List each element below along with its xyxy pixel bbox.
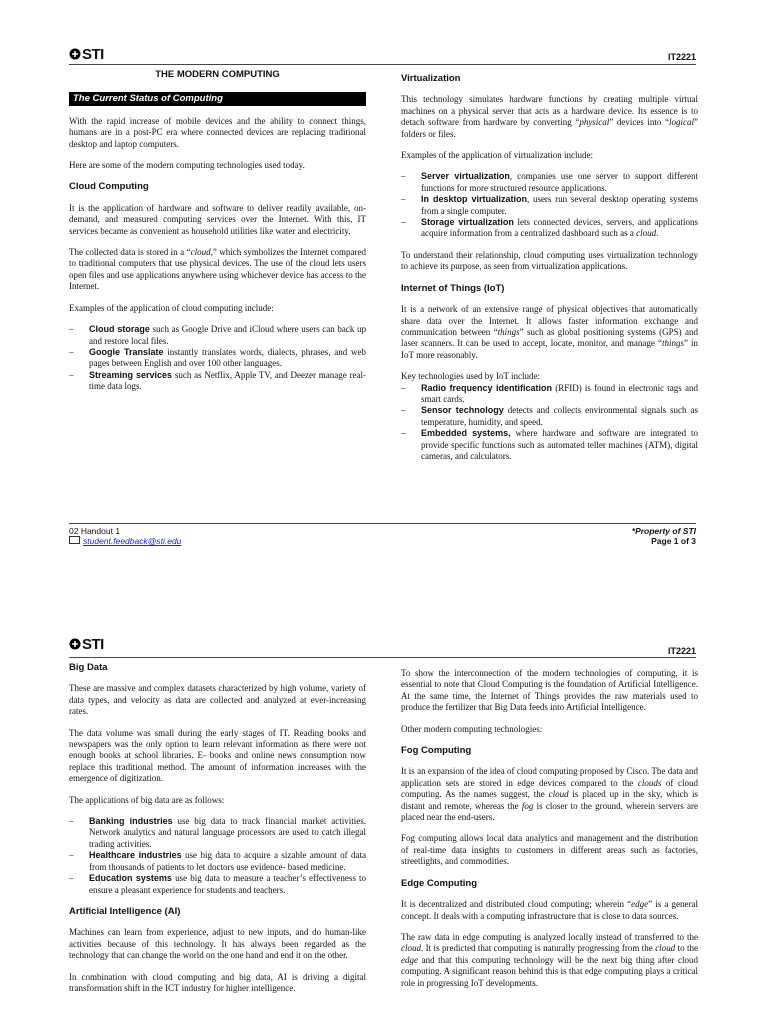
bigdata-paragraph-3: The applications of big data are as follows: xyxy=(69,794,225,805)
header-rule xyxy=(69,64,696,65)
doc-code: IT2221 xyxy=(667,52,696,62)
sti-logo xyxy=(69,636,104,653)
iot-paragraph-1: It is a network of an extensive range of physical objectives that automatically share data over the Internet. It allows faster information exchange and communication between “things” such as global positioning systems (GPS) and laser scanners. It can be used to accept, locate, monitor, and manage “things” in IoT more reasonably. xyxy=(401,304,698,360)
sti-logo-icon xyxy=(69,638,81,650)
heading-big-data: Big Data xyxy=(69,662,108,673)
page2-right-column xyxy=(401,668,698,999)
cloud-paragraph-3: Examples of the application of cloud computing include: xyxy=(69,302,274,313)
heading-edge-computing: Edge Computing xyxy=(401,877,477,889)
intro-paragraph-2: Here are some of the modern computing technologies used today. xyxy=(69,160,305,171)
feedback-email-link[interactable]: student.feedback@sti.edu xyxy=(83,536,182,546)
page-number: Page 1 of 3 xyxy=(651,536,696,546)
heading-ai: Artificial Intelligence (AI) xyxy=(69,905,181,917)
heading-iot: Internet of Things (IoT) xyxy=(401,282,505,294)
sti-logo-text: STI xyxy=(82,46,104,63)
cloud-paragraph-2: The collected data is stored in a “cloud,” which symbolizes the Internet compared to traditional computers that use physical devices. The use of the cloud lets users open files and use applications anywhere using whichever device has access to the Internet. xyxy=(69,247,367,292)
virtualization-examples-list xyxy=(401,171,698,239)
header-rule xyxy=(69,657,696,658)
page1-left-column xyxy=(69,69,366,403)
page2-left-column xyxy=(69,662,366,1004)
iot-paragraph-2: Key technologies used by IoT include: xyxy=(401,371,541,382)
intro-paragraph: With the rapid increase of mobile devices and the ability to connect things, humans are in a post-PC era where connected devices are replacing traditional desktop and laptop computers. xyxy=(69,115,366,149)
virtualization-paragraph-2: Examples of the application of virtualization include: xyxy=(401,150,593,161)
bigdata-applications-list xyxy=(69,816,366,896)
edge-paragraph-1: It is decentralized and distributed cloud computing; wherein “edge” is a general concept. It deals with a computing infrastructure that is close to data sources. xyxy=(401,899,698,921)
sti-logo-text: STI xyxy=(82,636,104,653)
list-item: – Embedded systems, where hardware and software are integrated to provide specific functions such as automated teller machines (ATM), digital cameras, and calculators. xyxy=(401,428,698,462)
iot-technologies-list xyxy=(401,383,698,463)
heading-virtualization: Virtualization xyxy=(401,73,461,84)
handout-page-2 xyxy=(0,626,768,1024)
sti-logo-icon xyxy=(69,48,81,60)
list-item: – Cloud storage such as Google Drive and iCloud where users can back up and restore local files. xyxy=(69,324,366,347)
list-item: – Sensor technology detects and collects environmental signals such as temperature, humidity, and speed. xyxy=(401,405,698,428)
footer-left xyxy=(69,526,181,546)
cloud-paragraph-1: It is the application of hardware and software to deliver readily available, on-demand, and measured computing services over the Internet. With this, IT services became as convenient as household utilities like water and electricity. xyxy=(69,202,366,236)
virtualization-paragraph-1: This technology simulates hardware functions by creating multiple virtual machines on a physical server that acts as a hardware device. Its essence is to detach software from hardware by converting “physical” devices into “logical” folders or files. xyxy=(401,94,698,139)
bigdata-paragraph-1: These are massive and complex datasets characterized by high volume, variety of data types, and velocity as data are collected and analyzed at ever-increasing rates. xyxy=(69,683,366,717)
sti-logo xyxy=(69,46,104,63)
heading-fog-computing: Fog Computing xyxy=(401,745,472,757)
list-item: – Banking industries use big data to track financial market activities. Network analytics and natural language processors are used to catch illegal trading activities. xyxy=(69,816,366,850)
page1-right-column xyxy=(401,73,698,472)
ai-paragraph-2: In combination with cloud computing and big data, AI is driving a digital transformation shift in the ICT industry for higher intelligence. xyxy=(69,971,366,993)
page-title: THE MODERN COMPUTING xyxy=(155,69,280,80)
property-label: *Property of STI xyxy=(631,526,696,536)
other-technologies-paragraph: Other modern computing technologies: xyxy=(401,723,543,734)
interconnection-paragraph: To show the interconnection of the modern technologies of computing, it is essential to note that Cloud Computing is the foundation of Artificial Intelligence. At the same time, the Internet of Things provides the raw materials used to produce the fertilizer that Big Data feeds into Artificial Intelligence. xyxy=(401,668,698,713)
list-item: – Radio frequency identification (RFID) is found in electronic tags and smart cards. xyxy=(401,383,698,406)
ai-paragraph-1: Machines can learn from experience, adjust to new inputs, and do human-like activities because of this technology. It has always been regarded as the technology that can change the world on the one hand and end it on the other. xyxy=(69,927,366,961)
footer-rule xyxy=(69,523,696,524)
fog-paragraph-1: It is an expansion of the idea of cloud computing proposed by Cisco. The data and application sets are stored in edge devices compared to the clouds of cloud computing. As the names suggest, the cloud is placed up in the sky, which is distant and remote, whereas the fog is closer to the ground, wherein servers are placed near the end-users. xyxy=(401,766,699,823)
section-bar-heading: The Current Status of Computing xyxy=(69,92,366,105)
edge-paragraph-2: The raw data in edge computing is analyzed locally instead of transferred to the cloud. It is predicted that computing is naturally progressing from the cloud to the edge and that this computing technology will be the next big thing after cloud computing. A significant reason behind this is that edge computing plays a critical role in progressing IoT developments. xyxy=(401,931,698,988)
list-item: – Google Translate instantly translates words, dialects, phrases, and web pages between English and over 100 other languages. xyxy=(69,347,366,370)
handout-label: 02 Handout 1 xyxy=(69,526,121,536)
list-item: – Education systems use big data to measure a teacher’s effectiveness to ensure a pleasant experience for students and teachers. xyxy=(69,873,366,896)
feedback-email-row xyxy=(69,536,181,546)
mail-icon xyxy=(69,536,80,544)
cloud-examples-list xyxy=(69,324,366,392)
fog-paragraph-2: Fog computing allows local data analytics and management and the distribution of real-time data insights to customers in different areas such as factories, streetlights, and commodities. xyxy=(401,833,698,867)
list-item: – In desktop virtualization, users run several desktop operating systems from a single computer. xyxy=(401,194,698,217)
list-item: – Healthcare industries use big data to acquire a sizable amount of data from thousands of patients to let doctors use evidence- based medicine. xyxy=(69,850,366,873)
bigdata-paragraph-2: The data volume was small during the early stages of IT. Reading books and newspapers was the only option to learn relevant information as there were not enough books at school libraries. E- books and online news consumption now replace this traditional method. The amount of information increases with the emergence of digitization. xyxy=(69,727,366,784)
list-item: – Server virtualization, companies use one server to support different functions for more structured resource applications. xyxy=(401,171,698,194)
doc-code: IT2221 xyxy=(667,646,696,656)
heading-cloud-computing: Cloud Computing xyxy=(69,181,149,193)
footer-right xyxy=(632,526,696,546)
list-item: – Storage virtualization lets connected devices, servers, and applications acquire information from a centralized dashboard such as a cloud. xyxy=(401,217,698,240)
list-item: – Streaming services such as Netflix, Apple TV, and Deezer manage real-time data logs. xyxy=(69,370,366,393)
virtualization-paragraph-3: To understand their relationship, cloud computing uses virtualization technology to achieve its purpose, as seen from virtualization applications. xyxy=(401,249,698,272)
